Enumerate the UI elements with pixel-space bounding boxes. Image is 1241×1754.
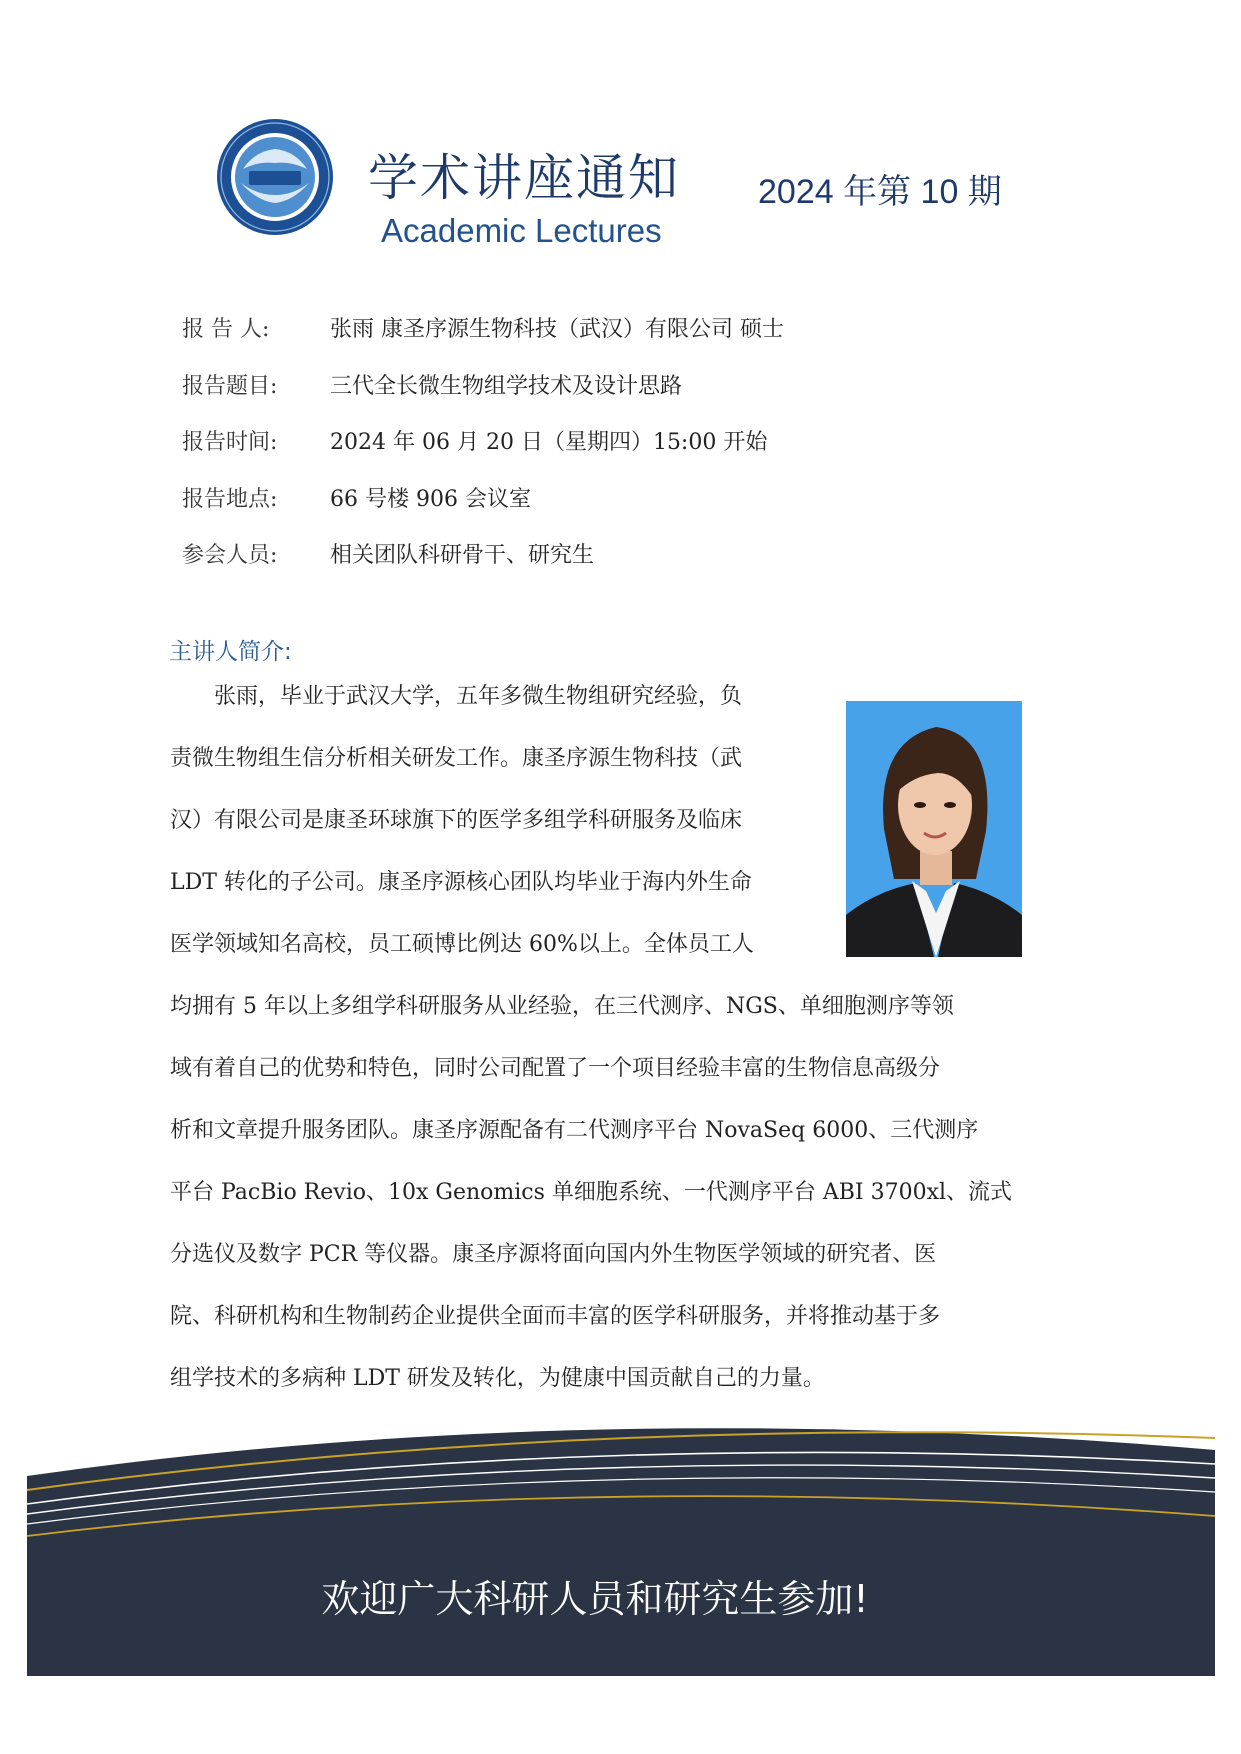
info-value: 三代全长微生物组学技术及设计思路 [330, 373, 683, 399]
info-label: 报告地点: [182, 486, 278, 512]
title-english: Academic Lectures [381, 212, 662, 249]
bio-line: 域有着自己的优势和特色，同时公司配置了一个项目经验丰富的生物信息高级分 [170, 1056, 941, 1081]
footer-welcome-text: 欢迎广大科研人员和研究生参加! [321, 1577, 869, 1621]
bio-line: 分选仪及数字 PCR 等仪器。康圣序源将面向国内外生物医学领域的研究者、医 [170, 1242, 937, 1267]
info-label: 参会人员: [182, 543, 278, 568]
bio-line: 责微生物组生信分析相关研发工作。康圣序源生物科技（武 [170, 746, 743, 771]
bio-line: LDT 转化的子公司。康圣序源核心团队均毕业于海内外生命 [170, 870, 752, 895]
info-row-time [182, 425, 784, 482]
bio-line: 组学技术的多病种 LDT 研发及转化，为健康中国贡献自己的力量。 [170, 1366, 825, 1391]
institute-logo [215, 117, 335, 237]
info-row-topic [182, 369, 784, 426]
bio-line: 张雨，毕业于武汉大学，五年多微生物组研究经验，负 [170, 684, 743, 709]
bio-line: 汉）有限公司是康圣环球旗下的医学多组学科研服务及临床 [170, 808, 743, 833]
bio-line: 医学领域知名高校，员工硕博比例达 60%以上。全体员工人 [170, 932, 754, 957]
info-label: 报告题目: [182, 373, 278, 399]
bio-line: 院、科研机构和生物制药企业提供全面而丰富的医学科研服务，并将推动基于多 [170, 1304, 941, 1329]
info-value: 2024 年 06 月 20 日（星期四）15:00 开始 [330, 430, 768, 455]
info-label: 报 告 人: [182, 317, 270, 342]
institute-logo-graphic [215, 117, 335, 237]
issue-number: 2024 年第 10 期 [758, 173, 1002, 211]
speaker-photo [846, 701, 1022, 957]
title-chinese: 学术讲座通知 [368, 149, 680, 207]
info-value: 66 号楼 906 会议室 [330, 486, 531, 512]
bio-line: 析和文章提升服务团队。康圣序源配备有二代测序平台 NovaSeq 6000、三代测序 [170, 1118, 979, 1143]
info-row-speaker [182, 312, 784, 369]
info-value: 张雨 康圣序源生物科技（武汉）有限公司 硕士 [330, 317, 784, 342]
footer-banner [27, 1420, 1215, 1676]
info-row-location [182, 482, 784, 539]
bio-line: 均拥有 5 年以上多组学科研服务从业经验，在三代测序、NGS、单细胞测序等领 [170, 994, 954, 1019]
info-value: 相关团队科研骨干、研究生 [330, 543, 595, 568]
info-label: 报告时间: [182, 430, 278, 455]
bio-line: 平台 PacBio Revio、10x Genomics 单细胞系统、一代测序平台 ABI 3700xl、流式 [170, 1180, 1013, 1205]
info-row-attendees [182, 538, 784, 595]
lecture-info [182, 312, 784, 595]
speaker-intro-heading: 主讲人简介: [169, 639, 292, 665]
